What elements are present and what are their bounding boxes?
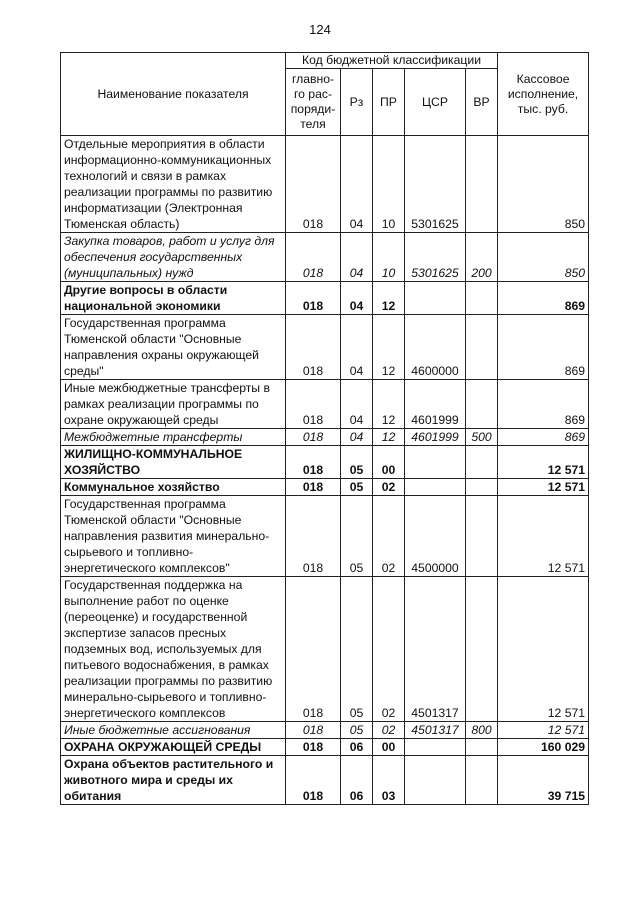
row-amount: 869	[498, 282, 589, 315]
row-amount: 869	[498, 380, 589, 429]
header-rz: Рз	[341, 69, 373, 136]
table-row	[61, 496, 589, 577]
row-csr	[405, 756, 466, 805]
row-vr	[466, 479, 498, 496]
row-vr	[466, 446, 498, 479]
row-rz: 04	[341, 380, 373, 429]
row-rz: 04	[341, 233, 373, 282]
header-vr: ВР	[466, 69, 498, 136]
row-rz: 05	[341, 577, 373, 722]
row-name: Иные межбюджетные трансферты в рамках реализации программы по охране окружающей среды	[61, 380, 286, 429]
row-pr: 12	[373, 315, 405, 380]
row-amount: 869	[498, 315, 589, 380]
table-row	[61, 479, 589, 496]
row-pr: 12	[373, 380, 405, 429]
row-glavnogo: 018	[286, 380, 341, 429]
row-amount: 12 571	[498, 446, 589, 479]
row-name: Иные бюджетные ассигнования	[61, 722, 286, 739]
row-amount: 869	[498, 429, 589, 446]
row-pr: 02	[373, 496, 405, 577]
row-name: Коммунальное хозяйство	[61, 479, 286, 496]
row-vr	[466, 282, 498, 315]
table-row	[61, 446, 589, 479]
row-glavnogo: 018	[286, 739, 341, 756]
row-rz: 05	[341, 496, 373, 577]
row-glavnogo: 018	[286, 577, 341, 722]
row-amount: 12 571	[498, 577, 589, 722]
row-glavnogo: 018	[286, 756, 341, 805]
budget-table	[60, 52, 589, 805]
row-csr: 4601999	[405, 380, 466, 429]
row-vr	[466, 136, 498, 233]
row-vr: 800	[466, 722, 498, 739]
row-pr: 12	[373, 429, 405, 446]
table-body	[61, 136, 589, 805]
row-glavnogo: 018	[286, 479, 341, 496]
row-amount: 850	[498, 233, 589, 282]
row-name: Отдельные мероприятия в области информационно-коммуникационных технологий и связи в рамках реализации программы по развитию информатизации (Электронная Тюменская область)	[61, 136, 286, 233]
row-name: ОХРАНА ОКРУЖАЮЩЕЙ СРЕДЫ	[61, 739, 286, 756]
table-row	[61, 722, 589, 739]
row-pr: 02	[373, 479, 405, 496]
table-row	[61, 739, 589, 756]
row-pr: 10	[373, 136, 405, 233]
row-vr	[466, 496, 498, 577]
row-rz: 06	[341, 739, 373, 756]
row-pr: 00	[373, 446, 405, 479]
row-csr	[405, 739, 466, 756]
row-pr: 00	[373, 739, 405, 756]
table-row	[61, 756, 589, 805]
row-name: Государственная программа Тюменской области "Основные направления охраны окружающей среды"	[61, 315, 286, 380]
header-name: Наименование показателя	[61, 53, 286, 136]
row-glavnogo: 018	[286, 446, 341, 479]
row-name: Государственная программа Тюменской области "Основные направления развития минерально-сырьевого и топливно-энергетического комплексов"	[61, 496, 286, 577]
row-vr: 500	[466, 429, 498, 446]
row-pr: 12	[373, 282, 405, 315]
row-pr: 10	[373, 233, 405, 282]
row-glavnogo: 018	[286, 496, 341, 577]
row-csr	[405, 446, 466, 479]
row-name: Охрана объектов растительного и животного мира и среды их обитания	[61, 756, 286, 805]
row-amount: 12 571	[498, 722, 589, 739]
row-glavnogo: 018	[286, 722, 341, 739]
row-rz: 05	[341, 479, 373, 496]
table-row	[61, 315, 589, 380]
row-glavnogo: 018	[286, 136, 341, 233]
row-amount: 39 715	[498, 756, 589, 805]
row-csr	[405, 282, 466, 315]
table-row	[61, 282, 589, 315]
row-rz: 04	[341, 136, 373, 233]
row-rz: 06	[341, 756, 373, 805]
table-row	[61, 136, 589, 233]
header-classification-group: Код бюджетной классификации	[286, 53, 498, 69]
row-vr	[466, 577, 498, 722]
row-rz: 05	[341, 722, 373, 739]
row-glavnogo: 018	[286, 429, 341, 446]
table-row	[61, 429, 589, 446]
row-vr	[466, 315, 498, 380]
row-csr: 5301625	[405, 233, 466, 282]
row-amount: 12 571	[498, 496, 589, 577]
row-vr	[466, 380, 498, 429]
row-pr: 03	[373, 756, 405, 805]
row-rz: 04	[341, 315, 373, 380]
row-vr	[466, 739, 498, 756]
row-rz: 05	[341, 446, 373, 479]
row-name: Межбюджетные трансферты	[61, 429, 286, 446]
row-pr: 02	[373, 722, 405, 739]
row-amount: 12 571	[498, 479, 589, 496]
table-row	[61, 577, 589, 722]
row-name: Закупка товаров, работ и услуг для обеспечения государственных (муниципальных) нужд	[61, 233, 286, 282]
row-csr: 4600000	[405, 315, 466, 380]
page-number: 124	[309, 22, 331, 37]
header-pr: ПР	[373, 69, 405, 136]
row-rz: 04	[341, 282, 373, 315]
row-csr: 5301625	[405, 136, 466, 233]
row-csr: 4601999	[405, 429, 466, 446]
table-row	[61, 380, 589, 429]
header-csr: ЦСР	[405, 69, 466, 136]
header-amount: Кассовое исполнение, тыс. руб.	[498, 53, 589, 136]
row-csr: 4501317	[405, 722, 466, 739]
row-csr	[405, 479, 466, 496]
row-csr: 4500000	[405, 496, 466, 577]
row-glavnogo: 018	[286, 282, 341, 315]
row-name: ЖИЛИЩНО-КОММУНАЛЬНОЕ ХОЗЯЙСТВО	[61, 446, 286, 479]
row-glavnogo: 018	[286, 315, 341, 380]
row-amount: 850	[498, 136, 589, 233]
row-amount: 160 029	[498, 739, 589, 756]
row-vr	[466, 756, 498, 805]
row-pr: 02	[373, 577, 405, 722]
row-rz: 04	[341, 429, 373, 446]
row-name: Другие вопросы в области национальной экономики	[61, 282, 286, 315]
header-glavnogo: главно-го рас-поряди-теля	[286, 69, 341, 136]
row-vr: 200	[466, 233, 498, 282]
table-row	[61, 233, 589, 282]
row-csr: 4501317	[405, 577, 466, 722]
row-glavnogo: 018	[286, 233, 341, 282]
row-name: Государственная поддержка на выполнение работ по оценке (переоценке) и государственной экспертизе запасов пресных подземных вод, используемых для питьевого водоснабжения, в рамках реализации программы по развитию минерально-сырьевого и топливно-энергетического комплексов	[61, 577, 286, 722]
